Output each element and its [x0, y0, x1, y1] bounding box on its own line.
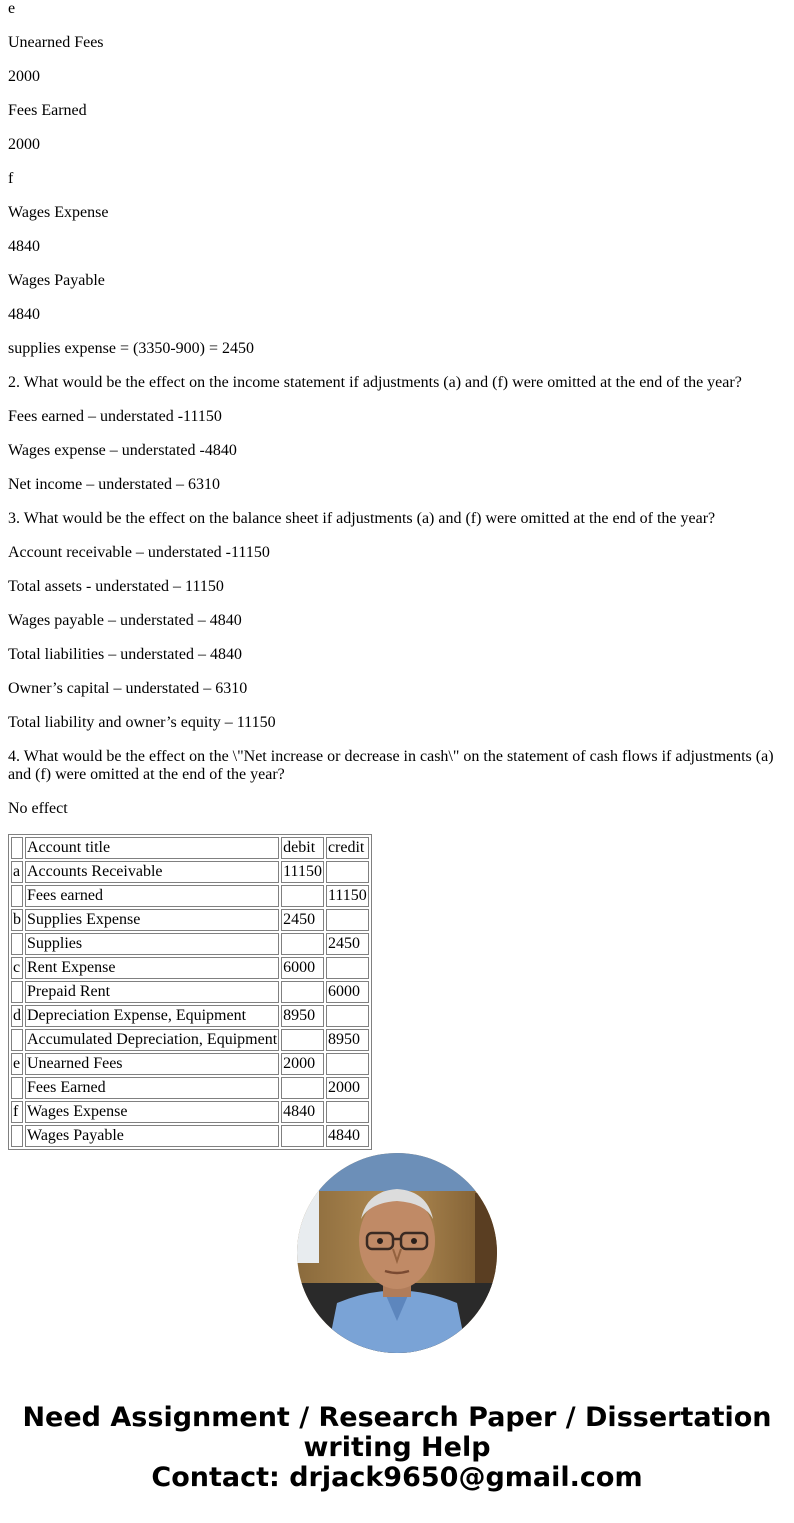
- credit-cell: 2450: [326, 933, 369, 955]
- table-row: [11, 933, 369, 955]
- answer-2-line: Wages expense – understated -4840: [8, 442, 237, 459]
- answer-4: No effect: [8, 800, 68, 817]
- header-debit: debit: [281, 837, 324, 859]
- table-row: [11, 1077, 369, 1099]
- entry-letter-cell: [11, 981, 23, 1003]
- answer-2-line: Net income – understated – 6310: [8, 476, 220, 493]
- amount-line: 2000: [8, 68, 40, 85]
- entry-letter-cell: e: [11, 1053, 23, 1075]
- entry-letter-cell: [11, 933, 23, 955]
- question-2: 2. What would be the effect on the income statement if adjustments (a) and (f) were omitted at the end of the year?: [8, 374, 742, 391]
- entry-letter-cell: [11, 1125, 23, 1147]
- header-letter-cell: [11, 837, 23, 859]
- debit-cell: [281, 1029, 324, 1051]
- author-portrait-image: [297, 1153, 497, 1353]
- account-title-cell: Rent Expense: [25, 957, 279, 979]
- debit-cell: 11150: [281, 861, 324, 883]
- answer-3-line: Owner’s capital – understated – 6310: [8, 680, 248, 697]
- table-row: [11, 909, 369, 931]
- answer-3-line: Total liabilities – understated – 4840: [8, 646, 242, 663]
- table-row: [11, 861, 369, 883]
- entry-letter-e: e: [8, 0, 16, 17]
- account-title-cell: Prepaid Rent: [25, 981, 279, 1003]
- supplies-expense-calc: supplies expense = (3350-900) = 2450: [8, 340, 255, 357]
- debit-cell: [281, 933, 324, 955]
- credit-cell: 11150: [326, 885, 369, 907]
- debit-cell: 6000: [281, 957, 324, 979]
- question-4: 4. What would be the effect on the \"Net increase or decrease in cash\" on the statement of cash flows if adjustments (a) and (f) were omitted at the end of the year?: [8, 748, 774, 783]
- account-title-cell: Accumulated Depreciation, Equipment: [25, 1029, 279, 1051]
- amount-line: 4840: [8, 238, 40, 255]
- entry-letter-cell: d: [11, 1005, 23, 1027]
- header-credit: credit: [326, 837, 369, 859]
- account-title-cell: Fees earned: [25, 885, 279, 907]
- answer-3-line: Total assets - understated – 11150: [8, 578, 224, 595]
- table-row: [11, 1029, 369, 1051]
- account-line: Fees Earned: [8, 102, 87, 119]
- question-3: 3. What would be the effect on the balance sheet if adjustments (a) and (f) were omitted at the end of the year?: [8, 510, 716, 527]
- debit-cell: 4840: [281, 1101, 324, 1123]
- debit-cell: [281, 1077, 324, 1099]
- debit-cell: [281, 981, 324, 1003]
- entry-letter-f: f: [8, 170, 14, 187]
- table-row: [11, 981, 369, 1003]
- credit-cell: 8950: [326, 1029, 369, 1051]
- entry-letter-cell: [11, 1029, 23, 1051]
- promo-line-1: Need Assignment / Research Paper / Dissertation: [22, 1402, 772, 1433]
- credit-cell: [326, 861, 369, 883]
- credit-cell: [326, 909, 369, 931]
- entry-letter-cell: b: [11, 909, 23, 931]
- answer-3-line: Wages payable – understated – 4840: [8, 612, 242, 629]
- table-row: [11, 957, 369, 979]
- credit-cell: [326, 957, 369, 979]
- account-title-cell: Depreciation Expense, Equipment: [25, 1005, 279, 1027]
- adjusting-entries-table: [8, 834, 372, 1150]
- entry-letter-cell: f: [11, 1101, 23, 1123]
- amount-line: 2000: [8, 136, 40, 153]
- answer-3-line: Total liability and owner’s equity – 11150: [8, 714, 276, 731]
- entry-letter-cell: [11, 885, 23, 907]
- credit-cell: [326, 1101, 369, 1123]
- account-line: Wages Expense: [8, 204, 109, 221]
- credit-cell: [326, 1005, 369, 1027]
- account-title-cell: Wages Expense: [25, 1101, 279, 1123]
- entry-letter-cell: [11, 1077, 23, 1099]
- promo-line-2: writing Help: [303, 1432, 491, 1463]
- credit-cell: 4840: [326, 1125, 369, 1147]
- account-title-cell: Supplies: [25, 933, 279, 955]
- entry-letter-cell: a: [11, 861, 23, 883]
- entry-letter-cell: c: [11, 957, 23, 979]
- account-line: Unearned Fees: [8, 34, 104, 51]
- table-row: [11, 1005, 369, 1027]
- table-row: [11, 1101, 369, 1123]
- account-line: Wages Payable: [8, 272, 105, 289]
- promo-banner: [0, 1403, 794, 1493]
- answer-2-line: Fees earned – understated -11150: [8, 408, 222, 425]
- debit-cell: [281, 885, 324, 907]
- account-title-cell: Accounts Receivable: [25, 861, 279, 883]
- credit-cell: 6000: [326, 981, 369, 1003]
- account-title-cell: Fees Earned: [25, 1077, 279, 1099]
- document-body: [8, 0, 786, 1150]
- debit-cell: [281, 1125, 324, 1147]
- account-title-cell: Wages Payable: [25, 1125, 279, 1147]
- debit-cell: 8950: [281, 1005, 324, 1027]
- table-header-row: [11, 837, 369, 859]
- account-title-cell: Unearned Fees: [25, 1053, 279, 1075]
- credit-cell: 2000: [326, 1077, 369, 1099]
- account-title-cell: Supplies Expense: [25, 909, 279, 931]
- debit-cell: 2000: [281, 1053, 324, 1075]
- amount-line: 4840: [8, 306, 40, 323]
- table-row: [11, 1125, 369, 1147]
- debit-cell: 2450: [281, 909, 324, 931]
- credit-cell: [326, 1053, 369, 1075]
- author-photo: [297, 1153, 497, 1353]
- answer-3-line: Account receivable – understated -11150: [8, 544, 270, 561]
- promo-contact: Contact: drjack9650@gmail.com: [151, 1462, 643, 1493]
- header-account-title: Account title: [25, 837, 279, 859]
- table-row: [11, 885, 369, 907]
- table-row: [11, 1053, 369, 1075]
